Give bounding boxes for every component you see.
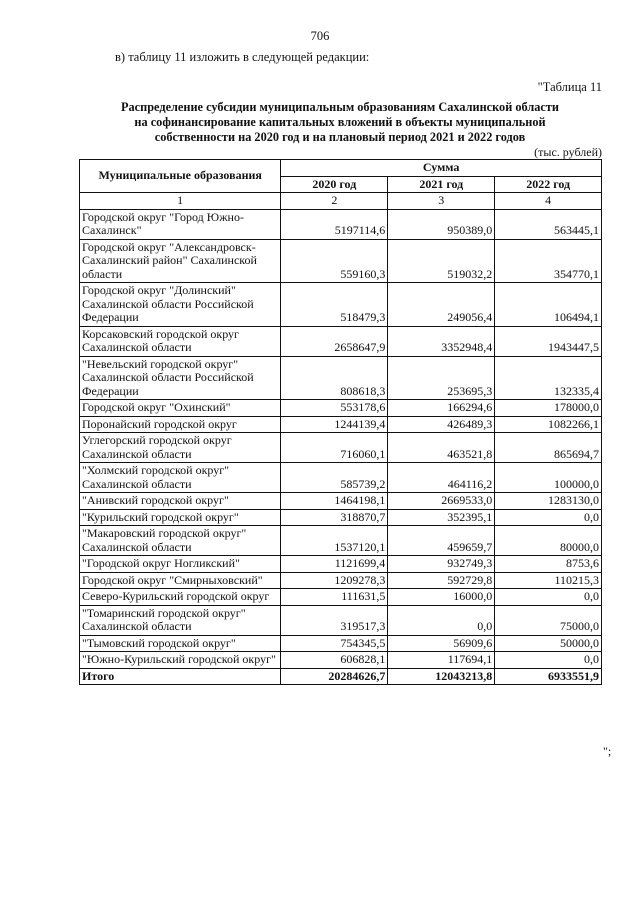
value-2022: 100000,0 xyxy=(495,463,602,493)
title-line: Распределение субсидии муниципальным образованиям Сахалинской области xyxy=(121,100,559,114)
table-row xyxy=(80,572,602,589)
value-2022: 8753,6 xyxy=(495,556,602,573)
municipality-name: Городской округ "Смирныховский" xyxy=(80,572,281,589)
value-2021: 249056,4 xyxy=(388,283,495,327)
municipality-name: Поронайский городской округ xyxy=(80,416,281,433)
table-row xyxy=(80,589,602,606)
value-2022: 563445,1 xyxy=(495,209,602,239)
table-row xyxy=(80,416,602,433)
header-year-2021: 2021 год xyxy=(388,176,495,193)
table-row xyxy=(80,400,602,417)
value-2021: 519032,2 xyxy=(388,239,495,283)
value-2021: 0,0 xyxy=(388,605,495,635)
table-row xyxy=(80,326,602,356)
municipality-name: Городской округ "Долинский" Сахалинской области Российской Федерации xyxy=(80,283,281,327)
subsidy-table xyxy=(79,159,602,685)
closing-quote-mark: "; xyxy=(603,744,612,758)
header-year-2020: 2020 год xyxy=(281,176,388,193)
column-number: 2 xyxy=(281,193,388,210)
municipality-name: "Тымовский городской округ" xyxy=(80,635,281,652)
value-2022: 0,0 xyxy=(495,509,602,526)
table-row xyxy=(80,493,602,510)
value-2020: 1537120,1 xyxy=(281,526,388,556)
municipality-name: Городской округ "Александровск-Сахалинский район" Сахалинской области xyxy=(80,239,281,283)
municipality-name: Городской округ "Охинский" xyxy=(80,400,281,417)
value-2020: 319517,3 xyxy=(281,605,388,635)
value-2020: 2658647,9 xyxy=(281,326,388,356)
page-number: 706 xyxy=(310,29,330,43)
value-2020: 1209278,3 xyxy=(281,572,388,589)
table-body xyxy=(80,209,602,685)
municipality-name: "Городской округ Ногликский" xyxy=(80,556,281,573)
value-2020: 1121699,4 xyxy=(281,556,388,573)
value-2021: 2669533,0 xyxy=(388,493,495,510)
value-2020: 553178,6 xyxy=(281,400,388,417)
column-number: 1 xyxy=(80,193,281,210)
value-2022: 865694,7 xyxy=(495,433,602,463)
value-2022: 50000,0 xyxy=(495,635,602,652)
value-2022: 1082266,1 xyxy=(495,416,602,433)
value-2021: 464116,2 xyxy=(388,463,495,493)
value-2022: 178000,0 xyxy=(495,400,602,417)
header-year-2022: 2022 год xyxy=(495,176,602,193)
value-2021: 117694,1 xyxy=(388,652,495,669)
table-row xyxy=(80,463,602,493)
value-2020: 808618,3 xyxy=(281,356,388,400)
value-2020: 5197114,6 xyxy=(281,209,388,239)
value-2021: 166294,6 xyxy=(388,400,495,417)
value-2020: 518479,3 xyxy=(281,283,388,327)
municipality-name: "Южно-Курильский городской округ" xyxy=(80,652,281,669)
value-2022: 6933551,9 xyxy=(495,668,602,685)
value-2020: 716060,1 xyxy=(281,433,388,463)
value-2020: 606828,1 xyxy=(281,652,388,669)
value-2022: 110215,3 xyxy=(495,572,602,589)
table-row xyxy=(80,239,602,283)
value-2022: 0,0 xyxy=(495,589,602,606)
value-2020: 20284626,7 xyxy=(281,668,388,685)
value-2021: 950389,0 xyxy=(388,209,495,239)
value-2021: 12043213,8 xyxy=(388,668,495,685)
value-2022: 0,0 xyxy=(495,652,602,669)
units-label: (тыс. рублей) xyxy=(534,145,602,159)
municipality-name: Городской округ "Город Южно-Сахалинск" xyxy=(80,209,281,239)
column-number: 3 xyxy=(388,193,495,210)
table-row xyxy=(80,556,602,573)
total-row xyxy=(80,668,602,685)
value-2021: 459659,7 xyxy=(388,526,495,556)
municipality-name: Углегорский городской округ Сахалинской области xyxy=(80,433,281,463)
table-row xyxy=(80,433,602,463)
value-2020: 559160,3 xyxy=(281,239,388,283)
value-2021: 56909,6 xyxy=(388,635,495,652)
value-2021: 3352948,4 xyxy=(388,326,495,356)
value-2021: 463521,8 xyxy=(388,433,495,463)
municipality-name: "Анивский городской округ" xyxy=(80,493,281,510)
municipality-name: "Холмский городской округ" Сахалинской области xyxy=(80,463,281,493)
value-2020: 318870,7 xyxy=(281,509,388,526)
value-2022: 106494,1 xyxy=(495,283,602,327)
title-line: собственности на 2020 год и на плановый период 2021 и 2022 годов xyxy=(154,130,526,144)
table-row xyxy=(80,605,602,635)
table-row xyxy=(80,209,602,239)
header-sum: Сумма xyxy=(281,160,602,177)
value-2020: 754345,5 xyxy=(281,635,388,652)
value-2020: 585739,2 xyxy=(281,463,388,493)
header-municipal: Муниципальные образования xyxy=(80,160,281,193)
table-label: "Таблица 11 xyxy=(537,80,602,94)
municipality-name: "Курильский городской округ" xyxy=(80,509,281,526)
value-2022: 1943447,5 xyxy=(495,326,602,356)
value-2020: 1244139,4 xyxy=(281,416,388,433)
table-row xyxy=(80,356,602,400)
municipality-name: Северо-Курильский городской округ xyxy=(80,589,281,606)
municipality-name: "Невельский городской округ" Сахалинской области Российской Федерации xyxy=(80,356,281,400)
value-2021: 253695,3 xyxy=(388,356,495,400)
municipality-name: Корсаковский городской округ Сахалинской области xyxy=(80,326,281,356)
municipality-name: "Томаринский городской округ" Сахалинской области xyxy=(80,605,281,635)
table-row xyxy=(80,652,602,669)
value-2021: 16000,0 xyxy=(388,589,495,606)
value-2021: 592729,8 xyxy=(388,572,495,589)
table-row xyxy=(80,526,602,556)
value-2020: 1464198,1 xyxy=(281,493,388,510)
value-2022: 132335,4 xyxy=(495,356,602,400)
value-2020: 111631,5 xyxy=(281,589,388,606)
municipality-name: "Макаровский городской округ" Сахалинской области xyxy=(80,526,281,556)
value-2021: 932749,3 xyxy=(388,556,495,573)
table-row xyxy=(80,635,602,652)
table-row xyxy=(80,283,602,327)
title-line: на софинансирование капитальных вложений в объекты муниципальной xyxy=(134,115,546,129)
value-2022: 80000,0 xyxy=(495,526,602,556)
municipality-name: Итого xyxy=(80,668,281,685)
table-row xyxy=(80,509,602,526)
value-2022: 354770,1 xyxy=(495,239,602,283)
value-2021: 352395,1 xyxy=(388,509,495,526)
column-number: 4 xyxy=(495,193,602,210)
intro-text: в) таблицу 11 изложить в следующей редакции: xyxy=(115,50,370,64)
value-2021: 426489,3 xyxy=(388,416,495,433)
value-2022: 75000,0 xyxy=(495,605,602,635)
document-title xyxy=(80,100,600,145)
value-2022: 1283130,0 xyxy=(495,493,602,510)
